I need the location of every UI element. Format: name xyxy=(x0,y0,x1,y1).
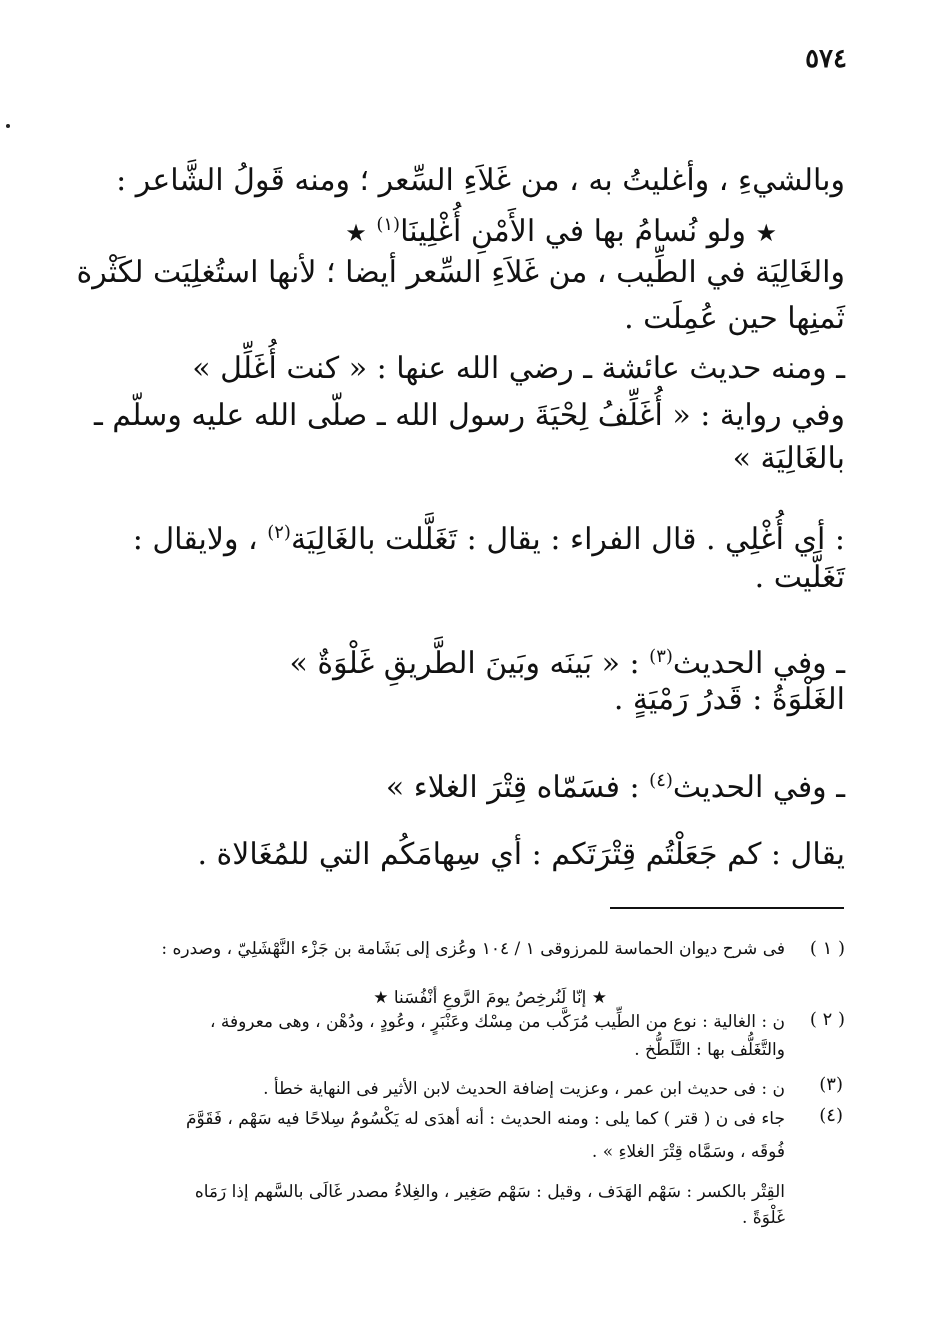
body-line-11: الغَلْوَةُ : قَدرُ رَمْيَةٍ . xyxy=(613,682,845,717)
page-number: ٥٧٤ xyxy=(805,44,847,74)
footnote-3-line-1: ن : فى حديث ابن عمر ، وعزيت إضافة الحديث لابن الأثير فى النهاية خطأ . xyxy=(263,1079,785,1099)
footnote-4-line-2: فُوقَه ، وسَمَّاه قِتْرَ الغلاءِ » . xyxy=(591,1142,785,1162)
body-line-1: وبالشيءِ ، وأغليتُ به ، من غَلاَءِ السِّعر ؛ ومنه قَولُ الشَّاعر : xyxy=(116,163,845,198)
scan-mark xyxy=(6,124,10,128)
body-line-12-text: ـ وفي الحديث xyxy=(672,770,845,805)
body-line-6: وفي رواية : « أُغَلِّفُ لِحْيَةَ رسول الله ـ صلّى الله عليه وسلّم ـ xyxy=(93,398,845,433)
verse-text: ولو نُسامُ بها في الأَمْنِ أُغْلِينَا xyxy=(400,214,746,249)
footnote-ref-2: (٢) xyxy=(267,522,291,543)
footnote-number-3: (٣) xyxy=(819,1074,843,1095)
footnote-ref-1: (١) xyxy=(376,214,401,235)
footnote-number-4: (٤) xyxy=(819,1105,843,1126)
footnote-4-line-4: غَلْوَةً . xyxy=(741,1208,785,1228)
body-line-3: والغَالِيَة في الطِّيب ، من غَلاَءِ السِّعر أيضا ؛ لأنها استُغلِيَت لكَثْرة xyxy=(76,255,845,290)
footnote-4-line-3: القِتْر بالكسر : سَهْم الهَدَف ، وقيل : سَهْم صَغِير ، والغِلاءُ مصدر غَالَى بالسَّهم إذا رَمَاه xyxy=(194,1182,785,1202)
body-line-9: تَغَلَّيت . xyxy=(754,560,845,595)
body-line-10-tail: : « بَينَه وبَينَ الطَّريقِ غَلْوَةٌ » xyxy=(289,646,650,681)
body-line-4: ثَمنِها حين عُمِلَت . xyxy=(624,301,845,336)
body-line-13: يقال : كم جَعَلْتُم قِتْرَتَكم : أي سِهامَكُم التي للمُغَالاة . xyxy=(197,837,845,872)
verse-line xyxy=(345,206,777,252)
footnote-separator xyxy=(610,907,844,909)
footnote-number-1: ( ١ ) xyxy=(809,938,845,959)
footnote-1-line-2: ★ إنّا لَنُرخِصُ يومَ الرَّوعِ أنْفُسَنا ★ xyxy=(373,988,607,1008)
footnote-number-2: ( ٢ ) xyxy=(809,1009,845,1030)
body-line-12-tail: : فسَمّاه قِتْرَ الغلاء » xyxy=(385,770,650,805)
star-icon: ★ xyxy=(755,219,777,247)
body-line-8-tail: ، ولايقال : xyxy=(132,522,268,557)
body-line-10-text: ـ وفي الحديث xyxy=(672,646,845,681)
body-line-8-text: : أي أُغْلِي . قال الفراء : يقال : تَغَلَّلت بالغَالِيَة xyxy=(290,522,845,557)
footnote-2-line-1: ن : الغالية : نوع من الطِّيب مُرَكَّب من مِسْك وعَنْبَرٍ ، وعُودٍ ، ودُهْن ، وهى معروفة ، xyxy=(209,1012,785,1032)
footnote-ref-3: (٣) xyxy=(649,646,673,667)
body-line-10 xyxy=(289,638,845,683)
footnote-1-line-1: فى شرح ديوان الحماسة للمرزوقى ١ / ١٠٤ وعُزى إلى بَشَامة بن جَزْء النَّهْشَلِيّ ، وصدره : xyxy=(161,939,785,959)
body-line-12 xyxy=(386,762,845,807)
star-icon: ★ xyxy=(345,219,367,247)
body-line-5: ـ ومنه حديث عائشة ـ رضي الله عنها : « كنت أُغَلِّل » xyxy=(192,351,845,386)
footnote-4-line-1: جاء فى ن ( قتر ) كما يلى : ومنه الحديث : أنه أهدَى له يَكْسُومُ سِلاحًا فيه سَهْم ، فَقَوَّمَ xyxy=(185,1109,785,1129)
footnote-2-line-2: والتَّغَلُّف بها : التَّلَطُّخ . xyxy=(634,1040,785,1060)
footnote-ref-4: (٤) xyxy=(649,770,673,791)
body-line-8 xyxy=(133,514,845,559)
body-line-7: بالغَالِيَة » xyxy=(732,441,845,476)
